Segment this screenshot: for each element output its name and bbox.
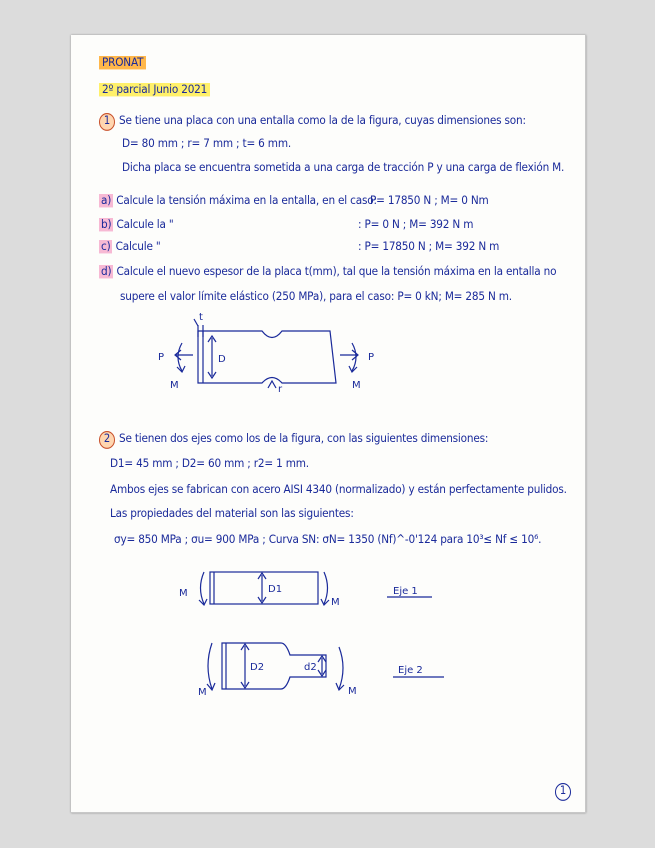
label-r: r <box>278 384 283 395</box>
item-a: a) Calcule la tensión máxima en la entalla, en el caso: <box>101 194 377 208</box>
problem2-props-heading: Las propiedades del material son las siguientes: <box>110 507 354 521</box>
shaft2-label: Eje 2 <box>398 665 423 676</box>
problem2-dims: D1= 45 mm ; D2= 60 mm ; r2= 1 mm. <box>110 457 309 471</box>
item-a-case: P= 17850 N ; M= 0 Nm <box>370 194 489 208</box>
problem1-dims: D= 80 mm ; r= 7 mm ; t= 6 mm. <box>122 137 291 151</box>
document-page <box>71 35 586 813</box>
exam-subtitle: 2º parcial Junio 2021 <box>99 83 210 96</box>
problem-number: 1 <box>99 113 115 131</box>
page-number: 1 <box>555 783 575 801</box>
label-M-right-2: M <box>348 686 357 697</box>
shaft1-label: Eje 1 <box>393 586 418 597</box>
item-d: d) Calcule el nuevo espesor de la placa t(mm), tal que la tensión máxima en la entalla no <box>101 265 557 279</box>
label-M-right: M <box>352 380 361 391</box>
problem2-props: σy= 850 MPa ; σu= 900 MPa ; Curva SN: σN= 1350 (Nf)^-0'124 para 10³≤ Nf ≤ 10⁶. <box>114 533 542 547</box>
item-c-case: : P= 17850 N ; M= 392 N m <box>358 240 500 254</box>
label-M-left-1: M <box>179 588 188 599</box>
label-D1: D1 <box>268 584 283 595</box>
problem1-statement: 1 Se tiene una placa con una entalla como la de la figura, cuyas dimensiones son: <box>99 113 526 131</box>
item-b: b) Calcule la " <box>101 218 174 232</box>
label-M-left-2: M <box>198 687 207 698</box>
label-P-right: P <box>368 352 375 363</box>
label-M-right-1: M <box>331 597 340 608</box>
problem-number: 2 <box>99 431 115 449</box>
course-tag: PRONAT <box>99 56 146 69</box>
problem2-material: Ambos ejes se fabrican con acero AISI 4340 (normalizado) y están perfectamente pulidos. <box>110 483 567 497</box>
item-b-case: : P= 0 N ; M= 392 N m <box>358 218 474 232</box>
label-D: D <box>218 354 226 365</box>
label-t: t <box>199 312 203 323</box>
problem2-statement: 2 Se tienen dos ejes como los de la figura, con las siguientes dimensiones: <box>99 431 488 449</box>
label-D2: D2 <box>250 662 265 673</box>
label-d2: d2 <box>304 662 317 673</box>
item-d-line2: supere el valor límite elástico (250 MPa), para el caso: P= 0 kN; M= 285 N m. <box>120 290 512 304</box>
label-P-left: P <box>158 352 165 363</box>
item-c: c) Calcule " <box>101 240 161 254</box>
label-M-left: M <box>170 380 179 391</box>
problem1-loads: Dicha placa se encuentra sometida a una carga de tracción P y una carga de flexión M. <box>122 161 565 175</box>
